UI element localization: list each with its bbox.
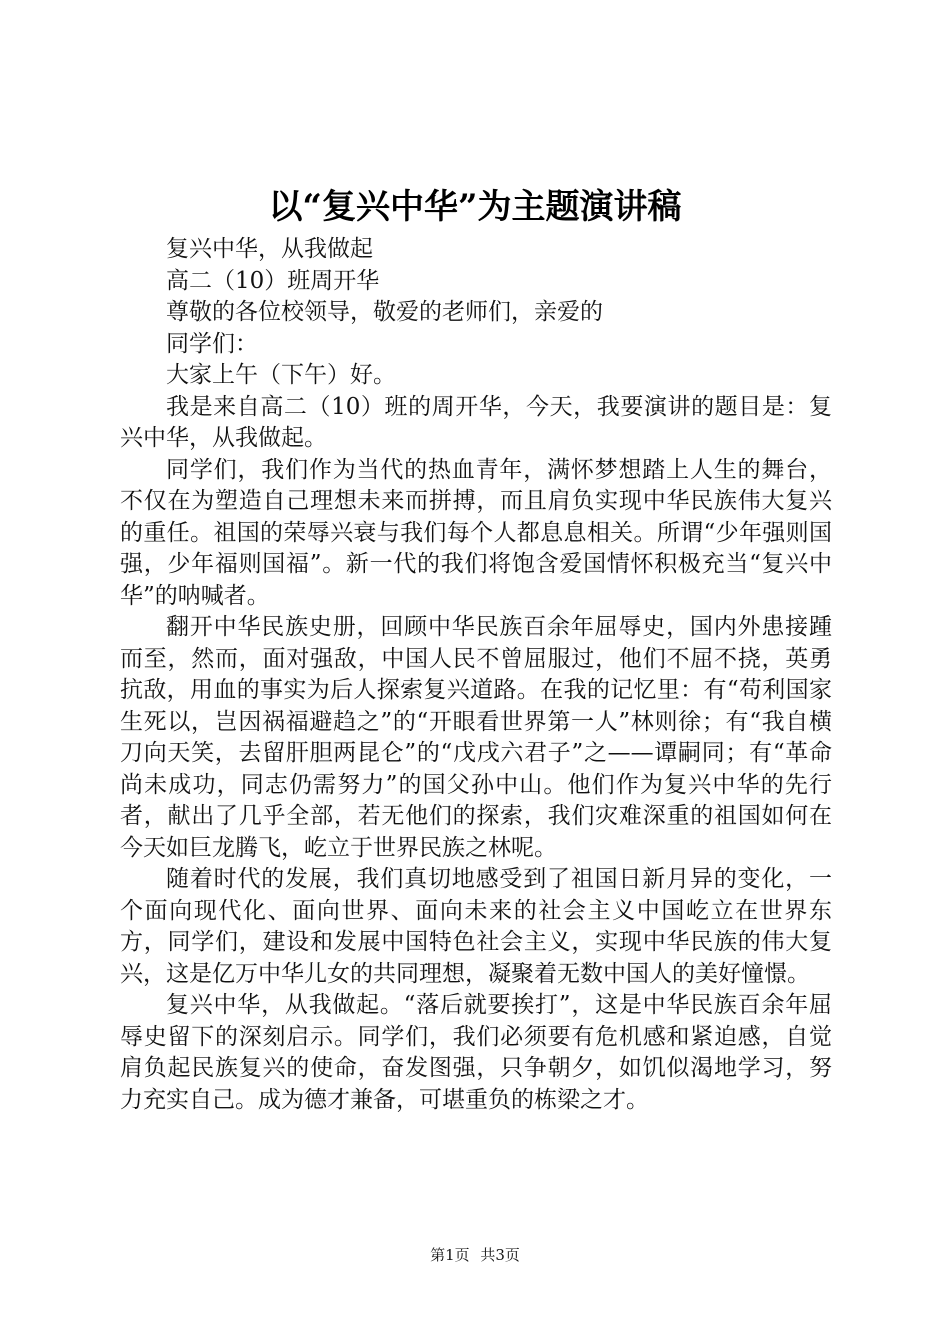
document-title: 以“复兴中华”为主题演讲稿	[268, 187, 682, 227]
body-paragraph: 我是来自高二（10）班的周开华，今天，我要演讲的题目是：复兴中华，从我做起。	[120, 393, 832, 451]
subtitle-paragraph: 复兴中华，从我做起	[166, 236, 373, 262]
page-footer	[0, 1244, 950, 1266]
body-paragraph: 同学们，我们作为当代的热血青年，满怀梦想踏上人生的舞台，不仅在为塑造自己理想未来而拼搏，而且肩负实现中华民族伟大复兴的重任。祖国的荣辱兴衰与我们每个人都息息相关。所谓“少年强则国强，少年福则国福”。新一代的我们将饱含爱国情怀积极充当“复兴中华”的呐喊者。	[120, 456, 832, 609]
body-paragraph: 随着时代的发展，我们真切地感受到了祖国日新月异的变化，一个面向现代化、面向世界、面向未来的社会主义中国屹立在世界东方，同学们，建设和发展中国特色社会主义，实现中华民族的伟大复兴，这是亿万中华儿女的共同理想，凝聚着无数中国人的美好憧憬。	[120, 866, 832, 987]
salutation-paragraph: 尊敬的各位校领导，敬爱的老师们，亲爱的	[166, 299, 603, 325]
greeting-paragraph: 大家上午（下午）好。	[166, 362, 396, 388]
body-paragraph: 复兴中华，从我做起。“落后就要挨打”，这是中华民族百余年屈辱史留下的深刻启示。同学们，我们必须要有危机感和紧迫感，自觉肩负起民族复兴的使命，奋发图强，只争朝夕，如饥似渴地学习，努力充实自己。成为德才兼备，可堪重负的栋梁之才。	[120, 992, 832, 1113]
body-paragraph: 翻开中华民族史册，回顾中华民族百余年屈辱史，国内外患接踵而至，然而，面对强敌，中国人民不曾屈服过，他们不屈不挠，英勇抗敌，用血的事实为后人探索复兴道路。在我的记忆里：有“苟利国家生死以，岂因祸福避趋之”的“开眼看世界第一人”林则徐；有“我自横刀向天笑，去留肝胆两昆仑”的“戊戌六君子”之——谭嗣同；有“革命尚未成功，同志仍需努力”的国父孙中山。他们作为复兴中华的先行者，献出了几乎全部，若无他们的探索，我们灾难深重的祖国如何在今天如巨龙腾飞，屹立于世界民族之林呢。	[120, 614, 832, 861]
document-body	[120, 234, 832, 1116]
author-paragraph: 高二（10）班周开华	[166, 267, 380, 294]
page-total: 共3页	[480, 1246, 520, 1264]
page-number: 第1页	[430, 1246, 470, 1264]
salutation-continued-paragraph: 同学们：	[166, 330, 258, 357]
